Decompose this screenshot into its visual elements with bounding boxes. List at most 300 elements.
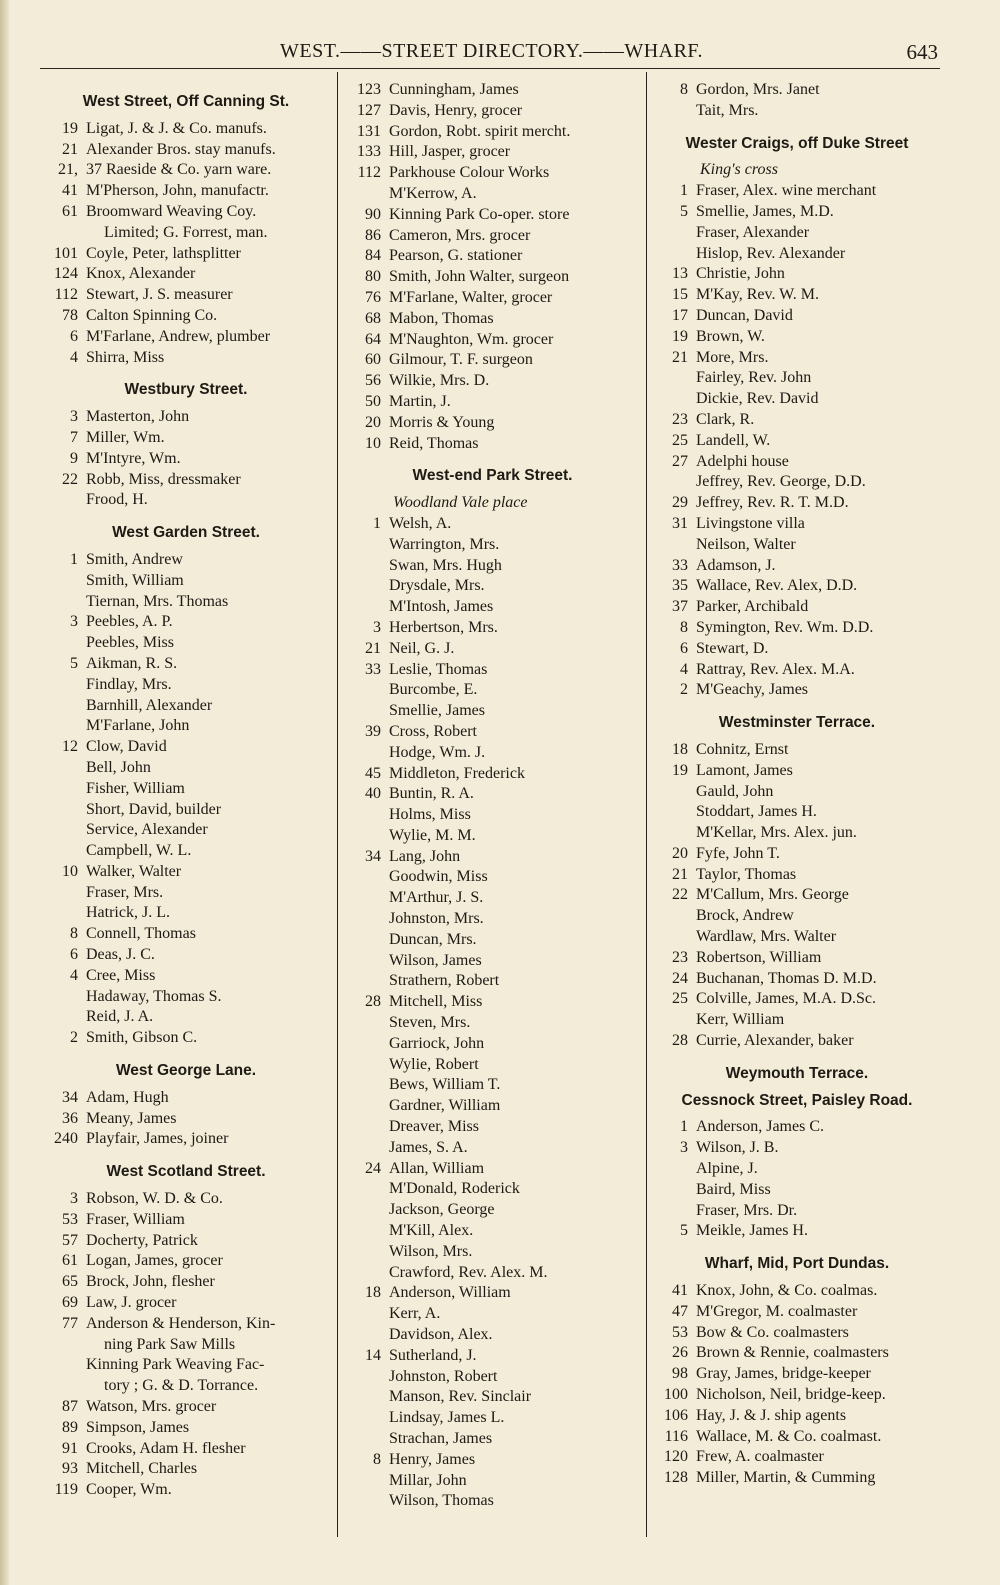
house-number: 133 xyxy=(357,143,381,161)
resident-name: M'Gregor, M. coalmaster xyxy=(696,1302,858,1320)
resident-name: Drysdale, Mrs. xyxy=(389,577,485,595)
directory-entry xyxy=(652,556,942,577)
house-number: 20 xyxy=(365,413,381,431)
directory-entry xyxy=(345,951,640,972)
resident-name: M'Kerrow, A. xyxy=(389,184,477,202)
resident-name: Anderson & Henderson, Kin- xyxy=(86,1314,276,1332)
directory-entry xyxy=(42,633,330,654)
house-number: 240 xyxy=(54,1130,78,1148)
directory-entry xyxy=(42,181,330,202)
directory-entry xyxy=(345,1325,640,1346)
directory-entry xyxy=(652,535,942,556)
house-number: 98 xyxy=(672,1365,688,1383)
resident-name: Wylie, M. M. xyxy=(389,826,476,844)
directory-entry xyxy=(42,1397,330,1418)
directory-entry xyxy=(652,223,942,244)
directory-entry xyxy=(652,306,942,327)
resident-name: Jeffrey, Rev. R. T. M.D. xyxy=(696,494,849,512)
resident-name: Playfair, James, joiner xyxy=(86,1130,229,1148)
directory-entry xyxy=(42,428,330,449)
house-number: 6 xyxy=(680,639,688,657)
directory-entry xyxy=(652,264,942,285)
resident-name: Adamson, J. xyxy=(696,556,776,574)
resident-name: Masterton, John xyxy=(86,408,190,426)
resident-name: M'Intyre, Wm. xyxy=(86,449,181,467)
column-2 xyxy=(345,80,640,1512)
directory-entry xyxy=(42,945,330,966)
house-number: 56 xyxy=(365,372,381,390)
resident-name: Clow, David xyxy=(86,738,167,756)
house-number: 37 xyxy=(672,598,688,616)
house-number: 4 xyxy=(680,660,688,678)
directory-entry xyxy=(42,285,330,306)
column-divider xyxy=(337,72,338,1537)
resident-name: Knox, John, & Co. coalmas. xyxy=(696,1282,878,1300)
directory-entry xyxy=(42,612,330,633)
resident-name: Fraser, Alexander xyxy=(696,223,810,241)
street-heading: West Street, Off Canning St. xyxy=(82,93,290,110)
house-number: 23 xyxy=(672,410,688,428)
resident-name: Christie, John xyxy=(696,265,785,283)
directory-entry xyxy=(345,930,640,951)
column-divider xyxy=(646,72,647,1537)
directory-entry xyxy=(652,660,942,681)
house-number: 23 xyxy=(672,948,688,966)
resident-name: M'Farlane, Andrew, plumber xyxy=(86,327,271,345)
resident-name: Law, J. grocer xyxy=(86,1294,177,1312)
directory-entry xyxy=(42,244,330,265)
directory-entry xyxy=(42,1480,330,1501)
house-number: 9 xyxy=(70,449,78,467)
street-heading: West-end Park Street. xyxy=(412,467,573,485)
directory-entry xyxy=(345,597,640,618)
directory-entry xyxy=(42,820,330,841)
house-number: 36 xyxy=(62,1109,78,1127)
street-section xyxy=(652,1064,942,1242)
resident-name: Fisher, William xyxy=(86,779,185,797)
house-number: 3 xyxy=(70,613,78,631)
resident-name: Anderson, William xyxy=(389,1284,511,1302)
house-number: 106 xyxy=(664,1406,688,1424)
resident-name: Stewart, D. xyxy=(696,639,769,657)
resident-name: Kerr, William xyxy=(696,1011,785,1029)
house-number: 101 xyxy=(54,244,78,262)
resident-name: Smellie, James, M.D. xyxy=(696,202,834,220)
resident-name: M'Farlane, Walter, grocer xyxy=(389,288,553,306)
resident-name: Robertson, William xyxy=(696,948,822,966)
directory-entry xyxy=(345,1387,640,1408)
directory-entry xyxy=(345,288,640,309)
resident-name: Mabon, Thomas xyxy=(389,309,494,327)
house-number: 24 xyxy=(672,969,688,987)
house-number: 84 xyxy=(365,247,381,265)
resident-name: Peebles, A. P. xyxy=(86,613,173,631)
directory-entry xyxy=(345,330,640,351)
house-number: 27 xyxy=(672,452,688,470)
directory-entry xyxy=(652,1323,942,1344)
resident-name: Anderson, James C. xyxy=(696,1118,824,1136)
directory-entry xyxy=(652,823,942,844)
resident-name: Lindsay, James L. xyxy=(389,1409,505,1427)
directory-entry xyxy=(345,535,640,556)
resident-name: Hay, J. & J. ship agents xyxy=(696,1406,847,1424)
directory-entry xyxy=(345,1221,640,1242)
house-number: 21, xyxy=(58,161,78,179)
resident-name: Mitchell, Miss xyxy=(389,993,483,1011)
entry-continuation: Limited; G. Forrest, man. xyxy=(104,223,268,241)
page-edge xyxy=(0,0,9,1585)
resident-name: Gray, James, bridge-keeper xyxy=(696,1365,871,1383)
house-number: 3 xyxy=(680,1139,688,1157)
place-subheading: King's cross xyxy=(700,161,778,179)
directory-entry xyxy=(652,368,942,389)
resident-name: Aikman, R. S. xyxy=(86,654,178,672)
directory-entry xyxy=(652,1031,942,1052)
directory-entry xyxy=(42,490,330,511)
resident-name: Brock, Andrew xyxy=(696,907,794,925)
directory-entry xyxy=(42,883,330,904)
house-number: 39 xyxy=(365,722,381,740)
directory-entry xyxy=(652,1159,942,1180)
house-number: 77 xyxy=(62,1314,78,1332)
resident-name: Cohnitz, Ernst xyxy=(696,740,789,758)
directory-entry xyxy=(345,805,640,826)
resident-name: M'Kill, Alex. xyxy=(389,1222,474,1240)
resident-name: Stewart, J. S. measurer xyxy=(86,286,233,304)
resident-name: M'Kellar, Mrs. Alex. jun. xyxy=(696,824,857,842)
resident-name: M'Naughton, Wm. grocer xyxy=(389,330,554,348)
directory-entry xyxy=(345,701,640,722)
resident-name: M'Pherson, John, manufactr. xyxy=(86,182,269,200)
directory-entry xyxy=(652,101,942,122)
directory-entry xyxy=(42,1459,330,1480)
directory-entry xyxy=(652,740,942,761)
house-number: 21 xyxy=(672,348,688,366)
directory-entry xyxy=(42,306,330,327)
house-number: 91 xyxy=(62,1439,78,1457)
resident-name: Brock, John, flesher xyxy=(86,1273,215,1291)
directory-entry xyxy=(345,267,640,288)
house-number: 29 xyxy=(672,494,688,512)
directory-entry xyxy=(345,971,640,992)
directory-entry xyxy=(652,244,942,265)
resident-name: Bews, William T. xyxy=(389,1076,501,1094)
resident-name: Gordon, Robt. spirit mercht. xyxy=(389,122,571,140)
resident-name: Swan, Mrs. Hugh xyxy=(389,556,502,574)
directory-entry xyxy=(345,350,640,371)
street-section xyxy=(652,134,942,702)
house-number: 61 xyxy=(62,202,78,220)
resident-name: Smith, John Walter, surgeon xyxy=(389,268,570,286)
directory-entry xyxy=(42,571,330,592)
directory-entry xyxy=(345,784,640,805)
directory-entry xyxy=(652,906,942,927)
house-number: 34 xyxy=(365,847,381,865)
directory-entry xyxy=(42,407,330,428)
house-number: 2 xyxy=(70,1029,78,1047)
directory-entry xyxy=(652,1117,942,1138)
resident-name: Wilson, Thomas xyxy=(389,1492,494,1510)
resident-name: Robson, W. D. & Co. xyxy=(86,1190,223,1208)
resident-name: Goodwin, Miss xyxy=(389,868,488,886)
directory-entry xyxy=(652,761,942,782)
resident-name: Hill, Jasper, grocer xyxy=(389,143,511,161)
resident-name: Dickie, Rev. David xyxy=(696,390,819,408)
directory-entry xyxy=(345,1450,640,1471)
house-number: 22 xyxy=(672,886,688,904)
directory-entry xyxy=(652,452,942,473)
resident-name: Herbertson, Mrs. xyxy=(389,618,498,636)
directory-entry xyxy=(42,1007,330,1028)
resident-name: Wilson, J. B. xyxy=(696,1139,779,1157)
resident-name: Kinning Park Weaving Fac- xyxy=(86,1356,265,1374)
directory-entry xyxy=(42,1210,330,1231)
directory-entry xyxy=(42,779,330,800)
place-subheading: Woodland Vale place xyxy=(393,494,528,512)
house-number: 127 xyxy=(357,101,381,119)
house-number: 18 xyxy=(365,1284,381,1302)
resident-name: Warrington, Mrs. xyxy=(389,535,500,553)
directory-entry xyxy=(42,841,330,862)
house-number: 45 xyxy=(365,764,381,782)
resident-name: Cameron, Mrs. grocer xyxy=(389,226,531,244)
resident-name: Broomward Weaving Coy. xyxy=(86,202,257,220)
house-number: 25 xyxy=(672,990,688,1008)
house-number: 116 xyxy=(664,1427,688,1445)
resident-name: Fraser, Alex. wine merchant xyxy=(696,182,877,200)
resident-name: Wilson, James xyxy=(389,951,482,969)
directory-entry xyxy=(345,680,640,701)
directory-entry xyxy=(345,1013,640,1034)
resident-name: Miller, Martin, & Cumming xyxy=(696,1469,876,1487)
house-number: 21 xyxy=(672,865,688,883)
resident-name: Buntin, R. A. xyxy=(389,785,474,803)
directory-entry xyxy=(652,1010,942,1031)
directory-entry xyxy=(652,1180,942,1201)
directory-entry xyxy=(652,865,942,886)
column-1 xyxy=(42,80,330,1501)
house-number: 47 xyxy=(672,1302,688,1320)
directory-entry xyxy=(42,654,330,675)
house-number: 123 xyxy=(357,81,381,98)
street-section xyxy=(652,1254,942,1489)
directory-entry xyxy=(652,618,942,639)
directory-entry xyxy=(652,1343,942,1364)
resident-name: Frew, A. coalmaster xyxy=(696,1448,824,1466)
directory-entry xyxy=(652,327,942,348)
directory-entry xyxy=(652,1138,942,1159)
house-number: 86 xyxy=(365,226,381,244)
directory-entry xyxy=(652,885,942,906)
resident-name: Neil, G. J. xyxy=(389,639,455,657)
resident-name: Bell, John xyxy=(86,758,151,776)
resident-name: Bow & Co. coalmasters xyxy=(696,1323,849,1341)
resident-name: Fraser, Mrs. xyxy=(86,883,164,901)
resident-name: Miller, Wm. xyxy=(86,428,165,446)
house-number: 93 xyxy=(62,1460,78,1478)
street-heading: Wester Craigs, off Duke Street xyxy=(685,134,909,152)
directory-entry xyxy=(345,1075,640,1096)
resident-name: Alpine, J. xyxy=(696,1160,758,1178)
resident-name: Smellie, James xyxy=(389,702,485,720)
house-number: 53 xyxy=(672,1323,688,1341)
directory-entry xyxy=(345,1034,640,1055)
street-heading: Westbury Street. xyxy=(124,381,248,399)
directory-entry xyxy=(42,1028,330,1049)
directory-entry xyxy=(345,847,640,868)
directory-entry xyxy=(652,969,942,990)
directory-entry xyxy=(345,392,640,413)
house-number: 131 xyxy=(357,122,381,140)
directory-entry xyxy=(345,1429,640,1450)
house-number: 8 xyxy=(70,925,78,943)
entry-continuation: tory ; G. & D. Torrance. xyxy=(104,1377,259,1395)
house-number: 19 xyxy=(672,761,688,779)
directory-entry xyxy=(42,470,330,491)
resident-name: Cross, Robert xyxy=(389,722,477,740)
house-number: 80 xyxy=(365,268,381,286)
resident-name: Brown & Rennie, coalmasters xyxy=(696,1344,889,1362)
directory-entry xyxy=(345,743,640,764)
resident-name: Fraser, Mrs. Dr. xyxy=(696,1201,798,1219)
directory-entry xyxy=(345,639,640,660)
resident-name: Lang, John xyxy=(389,847,461,865)
resident-name: Crawford, Rev. Alex. M. xyxy=(389,1263,548,1281)
resident-name: Strachan, James xyxy=(389,1430,493,1447)
street-section xyxy=(42,92,330,368)
resident-name: Buchanan, Thomas D. M.D. xyxy=(696,969,877,987)
directory-entry xyxy=(42,696,330,717)
directory-entry xyxy=(42,903,330,924)
house-number: 28 xyxy=(672,1032,688,1050)
house-number: 3 xyxy=(373,618,381,636)
directory-entry xyxy=(652,472,942,493)
directory-entry xyxy=(652,844,942,865)
resident-name: Hodge, Wm. J. xyxy=(389,743,486,761)
directory-entry xyxy=(652,285,942,306)
resident-name: Dreaver, Miss xyxy=(389,1118,479,1136)
directory-entry xyxy=(42,140,330,161)
directory-entry xyxy=(345,514,640,535)
resident-name: Neilson, Walter xyxy=(696,535,796,553)
directory-entry xyxy=(345,1159,640,1180)
resident-name: Wallace, Rev. Alex, D.D. xyxy=(696,577,858,595)
resident-name: Reid, Thomas xyxy=(389,434,479,452)
directory-entry xyxy=(652,1281,942,1302)
resident-name: Stoddart, James H. xyxy=(696,803,817,821)
directory-entry xyxy=(42,202,330,223)
resident-name: Gilmour, T. F. surgeon xyxy=(389,351,533,369)
street-section xyxy=(345,466,640,1512)
house-number: 3 xyxy=(70,1190,78,1208)
house-number: 65 xyxy=(62,1273,78,1291)
directory-entry xyxy=(42,987,330,1008)
directory-entry xyxy=(345,1055,640,1076)
resident-name: Sutherland, J. xyxy=(389,1346,477,1364)
directory-entry xyxy=(652,348,942,369)
directory-entry xyxy=(652,1406,942,1427)
resident-name: Wallace, M. & Co. coalmast. xyxy=(696,1427,882,1445)
directory-entry xyxy=(345,163,640,184)
directory-entry xyxy=(42,327,330,348)
resident-name: Deas, J. C. xyxy=(86,946,155,964)
directory-entry xyxy=(345,1096,640,1117)
directory-entry xyxy=(42,1189,330,1210)
house-number: 1 xyxy=(680,182,688,200)
resident-name: Calton Spinning Co. xyxy=(86,306,218,324)
house-number: 17 xyxy=(672,306,688,324)
resident-name: Watson, Mrs. grocer xyxy=(86,1398,217,1416)
resident-name: Meany, James xyxy=(86,1109,177,1127)
resident-name: 37 Raeside & Co. yarn ware. xyxy=(86,161,272,179)
street-heading: Weymouth Terrace. xyxy=(725,1064,869,1082)
house-number: 18 xyxy=(672,740,688,758)
directory-entry xyxy=(345,1283,640,1304)
house-number: 14 xyxy=(365,1346,381,1364)
house-number: 21 xyxy=(365,639,381,657)
street-heading: Westminster Terrace. xyxy=(718,714,876,732)
directory-entry xyxy=(652,927,942,948)
directory-entry xyxy=(42,966,330,987)
resident-name: Johnston, Mrs. xyxy=(389,910,484,928)
house-number: 112 xyxy=(54,286,78,304)
resident-name: Wilson, Mrs. xyxy=(389,1242,473,1260)
resident-name: Allan, William xyxy=(389,1159,485,1177)
resident-name: Steven, Mrs. xyxy=(389,1014,471,1032)
resident-name: Morris & Young xyxy=(389,413,495,431)
street-section xyxy=(42,1061,330,1150)
house-number: 28 xyxy=(365,993,381,1011)
house-number: 50 xyxy=(365,392,381,410)
directory-entry xyxy=(42,1439,330,1460)
directory-entry xyxy=(652,1302,942,1323)
resident-name: Crooks, Adam H. flesher xyxy=(86,1439,246,1457)
resident-name: Hadaway, Thomas S. xyxy=(86,987,222,1005)
directory-entry xyxy=(42,264,330,285)
house-number: 31 xyxy=(672,514,688,532)
resident-name: Holms, Miss xyxy=(389,806,471,824)
resident-name: James, S. A. xyxy=(389,1138,468,1156)
house-number: 7 xyxy=(70,428,78,446)
street-section xyxy=(345,80,640,454)
resident-name: Meikle, James H. xyxy=(696,1222,808,1240)
resident-name: Alexander Bros. stay manufs. xyxy=(86,140,276,158)
house-number: 69 xyxy=(62,1294,78,1312)
resident-name: Johnston, Robert xyxy=(389,1367,498,1385)
house-number: 13 xyxy=(672,265,688,283)
resident-name: Knox, Alexander xyxy=(86,265,196,283)
resident-name: Mitchell, Charles xyxy=(86,1460,198,1478)
resident-name: Smith, Gibson C. xyxy=(86,1029,198,1047)
page-number: 643 xyxy=(906,40,938,64)
resident-name: Duncan, Mrs. xyxy=(389,930,477,948)
directory-entry xyxy=(345,764,640,785)
directory-entry xyxy=(42,449,330,470)
resident-name: Jackson, George xyxy=(389,1201,495,1219)
house-number: 2 xyxy=(680,681,688,699)
running-title: WEST.——STREET DIRECTORY.——WHARF. xyxy=(280,40,703,62)
directory-entry xyxy=(345,80,640,101)
directory-entry xyxy=(345,1367,640,1388)
resident-name: Pearson, G. stationer xyxy=(389,247,523,265)
resident-name: Wilkie, Mrs. D. xyxy=(389,372,490,390)
directory-entry xyxy=(345,992,640,1013)
resident-name: Hislop, Rev. Alexander xyxy=(696,244,846,262)
directory-entry xyxy=(42,1251,330,1272)
resident-name: Welsh, A. xyxy=(389,514,452,532)
resident-name: Duncan, David xyxy=(696,306,793,324)
directory-entry xyxy=(42,1109,330,1130)
